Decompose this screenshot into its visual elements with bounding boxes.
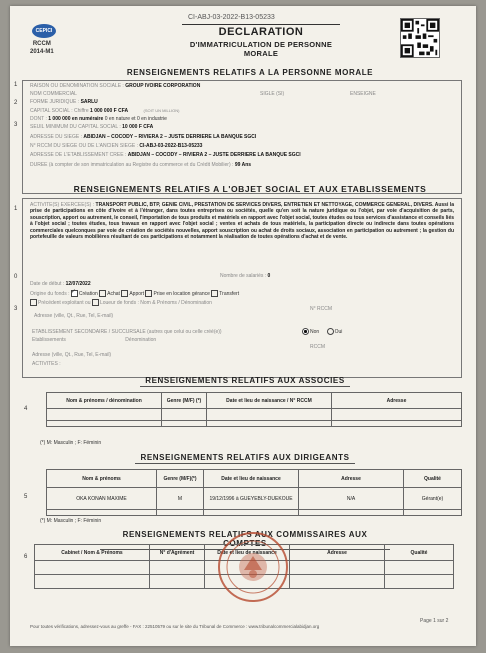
declaration-sheet [10,6,476,646]
etab-secondaire-options [302,328,342,335]
checkbox-transfert[interactable] [211,290,218,297]
rccm-label: RCCM [32,41,51,47]
date-debut-row [30,281,91,287]
checkbox-loueur[interactable] [92,299,99,306]
nom-commercial-label: NOM COMMERCIAL [30,91,77,97]
nombre-salaries-value: 0 [267,273,271,279]
dirigeant-genre: M [157,488,204,510]
duree-label: DUREE (à compter de son immatriculation au Registre du commerce et du Crédit Mobilier) : [30,162,234,168]
capital-lettres: (SOIT UN MILLION) [143,108,180,113]
capital-row [30,108,179,114]
origine-creation: Création [78,290,98,297]
adresse-siege-label: ADRESSE DU SIEGE : [30,134,82,140]
sigle-label: SIGLE (SI) [260,91,285,97]
enseigne-label: ENSEIGNE [350,91,376,97]
activites-secondaire-label: ACTIVITES : [32,361,61,367]
rccm-siege-row [30,143,202,149]
table-row [47,488,462,510]
associes-note: (*) M: Masculin ; F: Féminin [40,440,102,446]
section-title-personne-morale: RENSEIGNEMENTS RELATIFS A LA PERSONNE MORALE [126,68,374,77]
side-number: 1 [14,82,18,88]
section-title-associes: RENSEIGNEMENTS RELATIFS AUX ASSOCIES [140,376,350,387]
rccm-precedent-label: N° RCCM [310,306,332,312]
col-naissance-dirigeant: Date et lieu de naissance [204,470,299,488]
col-adresse-commissaire: Adresse [290,545,385,561]
dont-nature: 0 en nature et [104,116,136,122]
forme-juridique-row [30,99,98,105]
dont-label: DONT : [30,116,47,122]
rccm-siege-value: CI-ABJ-03-2022-B13-05233 [139,143,203,149]
adresse-secondaire-label: Adresse (ville, Qt., Rue, Tel, E-mail) [32,352,112,358]
raison-sociale-label: RAISON OU DENOMINATION SOCIALE : [30,83,124,89]
dirigeant-nom: OKA KONAN MAXIME [47,488,157,510]
table-row [47,421,462,427]
etab-secondaire-row [32,329,222,335]
etablissements-row [32,337,156,343]
capital-label: CAPITAL SOCIAL : Chiffre [30,108,89,114]
origine-label: Origine du fonds : [30,290,70,297]
etablissements-label: Etablissements [32,337,66,343]
capital-value: 1 000 000 F CFA [90,108,129,114]
col-genre-dirigeant: Genre (M/F)(*) [157,470,204,488]
checkbox-apport[interactable] [121,290,128,297]
section-title-objet-social: RENSEIGNEMENTS RELATIFS A L'OBJET SOCIAL ET AUX ETABLISSEMENTS [73,184,427,194]
nombre-salaries-row [220,273,270,279]
dont-numeraire: 1 000 000 en numéraire [48,116,104,122]
radio-oui[interactable] [327,328,334,335]
table-row [47,510,462,516]
adresse-etab-row [30,152,301,158]
non-label: Non [310,328,320,335]
forme-label: FORME JURIDIQUE : [30,99,80,105]
col-adresse-dirigeant: Adresse [299,470,404,488]
raison-sociale-row [30,83,200,89]
nombre-salaries-label: Nombre de salariés : [220,273,267,279]
rccm-year: 2014-M1 [30,49,54,55]
origine-achat: Achat [107,290,120,297]
dont-industrie: 0 en industrie [136,116,167,122]
col-adresse-associe: Adresse [332,393,462,409]
adresse-siege-value: ABIDJAN – COCODY – RIVIERA 2 – JUSTE DERRIERE LA BANQUE SGCI [83,134,257,140]
adresse-etab-label: ADRESSE DE L'ETABLISSEMENT CREE : [30,152,127,158]
dirigeants-note: (*) M: Masculin ; F: Féminin [40,518,102,524]
associes-table [46,392,462,427]
origine-fonds-row [30,290,239,297]
seuil-value: 10 000 F CFA [122,124,154,130]
checkbox-achat[interactable] [99,290,106,297]
adresse-precedent-label: Adresse (ville, Qt., Rue, Tel, E-mail) [34,313,114,319]
side-number: 5 [24,494,28,500]
section-title-dirigeants: RENSEIGNEMENTS RELATIFS AUX DIRIGEANTS [135,453,355,464]
col-naissance-associe: Date et lieu de naissance / N° RCCM [207,393,332,409]
denomination-label: Dénomination [125,337,157,343]
col-cabinet: Cabinet / Nom & Prénoms [35,545,150,561]
col-genre-associe: Genre (M/F) (*) [162,393,207,409]
activites-paragraph [30,202,454,240]
qr-code-icon [400,18,440,58]
dirigeant-adresse: N/A [299,488,404,510]
origine-transfert: Transfert [219,290,240,297]
adresse-siege-row [30,134,256,140]
official-seal-icon [216,530,290,604]
activites-label: ACTIVITE(S) EXERCEE(S) : [30,202,95,208]
rccm-secondaire-label: RCCM [310,344,325,350]
page-number: Page 1 sur 2 [420,618,449,624]
col-nom-associe: Nom & prénoms / dénomination [47,393,162,409]
adresse-etab-value: ABIDJAN – COCODY – RIVIERA 2 – JUSTE DERRIERE LA BANQUE SGCI [127,152,301,158]
seuil-row [30,124,153,130]
dirigeant-naissance: 19/12/1996 à GUEYEBLY-DUEKOUE [204,488,299,510]
col-agrement: N° d'Agrément [150,545,205,561]
side-number: 3 [14,122,18,128]
loueur-label: Loueur de fonds : [99,299,139,306]
duree-row [30,162,251,168]
side-number: 4 [24,406,28,412]
dirigeant-qualite: Gérant(e) [404,488,462,510]
seuil-label: SEUIL MINIMUM DU CAPITAL SOCIAL : [30,124,121,130]
col-naissance-commissaire: Date et lieu de naissance [205,545,290,561]
side-number: 1 [14,206,18,212]
side-number: 6 [24,554,28,560]
document-title-block [182,24,340,58]
document-title: DECLARATION [218,26,304,38]
section-title-commissaires: RENSEIGNEMENTS RELATIFS AUX COMMISSAIRES AUX COMPTES [100,530,390,550]
checkbox-location-gerance[interactable] [145,290,152,297]
cepici-logo: CEPICI [32,24,56,38]
origine-apport: Apport [129,290,145,297]
dont-row [30,116,167,122]
rccm-header [30,40,54,56]
side-number: 0 [14,274,18,280]
precedent-label: Précédent exploitant ou [38,299,91,306]
activites-value: TRANSPORT PUBLIC, BTP, GENIE CIVIL, PRESTATION DE SERVICES DIVERS, ENTRETIEN ET NETTOYAGE, COMMERCE GENERAL, DIVERS. Aussi la prise de participations en côte d'ivoire et à l'étranger, dans toutes entreprises ou sociétés, quelle qu'en soit la nature juridique ou l'objet, par voie d'acquisition de parts, souscription, apport ou autrement, le conseil, l'importation de tous produits et matériels en rapport avec l'objet social, toutes études ou tous services d'assistance et conseils liés à l'objet social ; toutes études, tous travaux en rapport avec l'objet social ; ventes et achats de tous matériels, la participation directe ou indirecte dans toutes opérations commerciales quelconques par voie de création de sociétés nouvelles, apport souscription ou achat de droits sociaux, association en participation ou autrement ; la gestion du portefeuille de valeurs mobilières résultant de ces participations et notamment la réalisation de toutes opérations d'achat et de vente. [30,202,454,241]
footer-note: Pour toutes vérifications, adressez-vous au greffe - FAX : 22510579 ou sur le site du Tribunal de Commerce : www.tribunalcommercialabidjan.org [30,624,320,629]
origine-location: Prise en location gérance [153,290,210,297]
dirigeants-table [46,469,462,516]
radio-non[interactable] [302,328,309,335]
nom-commercial-row [30,91,77,97]
table-row [47,409,462,421]
col-qualite-commissaire: Qualité [385,545,454,561]
side-number: 2 [14,100,18,106]
rccm-siege-label: N° RCCM DU SIEGE OU DE L'ANCIEN SIEGE : [30,143,138,149]
date-debut-value: 12/07/2022 [65,281,91,287]
etab-secondaire-label: ETABLISSEMENT SECONDAIRE / SUCCURSALE (autres que celui ou celle créé(e)) [32,329,222,335]
checkbox-precedent[interactable] [30,299,37,306]
duree-value: 99 Ans [234,162,252,168]
document-subtitle: D'IMMATRICULATION DE PERSONNE MORALE [189,40,333,58]
col-nom-dirigeant: Nom & prénoms [47,470,157,488]
forme-value: SARLU [80,99,98,105]
side-number: 3 [14,306,18,312]
reference-number: CI-ABJ-03-2022-B13-05233 [188,14,275,21]
date-debut-label: Date de début : [30,281,65,287]
oui-label: Oui [334,328,343,335]
nom-prenoms-label: Nom & Prénoms / Dénomination [140,299,212,306]
raison-sociale-value: GROUP IVOIRE CORPORATION [125,83,201,89]
precedent-exploitant-row [30,299,212,306]
col-qualite-dirigeant: Qualité [404,470,462,488]
checkbox-creation[interactable] [71,290,78,297]
